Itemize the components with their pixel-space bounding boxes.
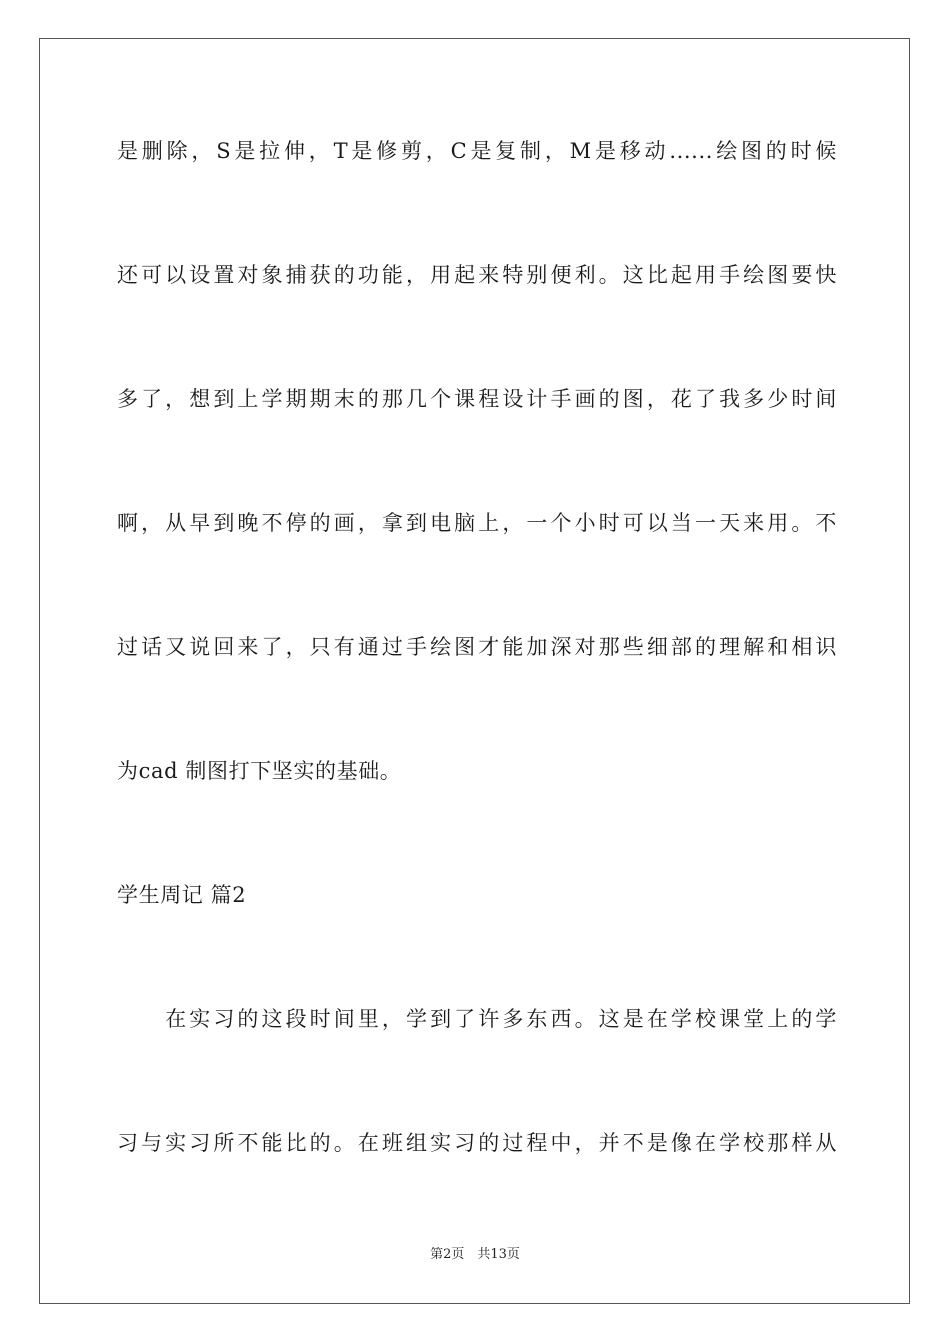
paragraph-line-6: 为cad 制图打下坚实的基础。 (117, 759, 402, 783)
section-paragraph-line-2: 习与实习所不能比的。在班组实习的过程中，并不是像在学校那样从 (117, 1131, 837, 1155)
section-heading: 学生周记 篇2 (117, 883, 247, 907)
paragraph-line-1: 是删除，S是拉伸，T是修剪，C是复制，M是移动......绘图的时候 (117, 139, 837, 163)
page-number-footer: 第2页 共13页 (430, 1247, 520, 1262)
paragraph-line-4: 啊，从早到晚不停的画，拿到电脑上，一个小时可以当一天来用。不 (117, 511, 837, 535)
paragraph-line-5: 过话又说回来了，只有通过手绘图才能加深对那些细部的理解和相识 (117, 635, 837, 659)
paragraph-line-3: 多了，想到上学期期末的那几个课程设计手画的图，花了我多少时间 (117, 387, 837, 411)
page-border (39, 38, 910, 1304)
paragraph-line-2: 还可以设置对象捕获的功能，用起来特别便利。这比起用手绘图要快 (117, 263, 837, 287)
section-paragraph-line-1: 在实习的这段时间里，学到了许多东西。这是在学校课堂上的学 (117, 1007, 837, 1031)
